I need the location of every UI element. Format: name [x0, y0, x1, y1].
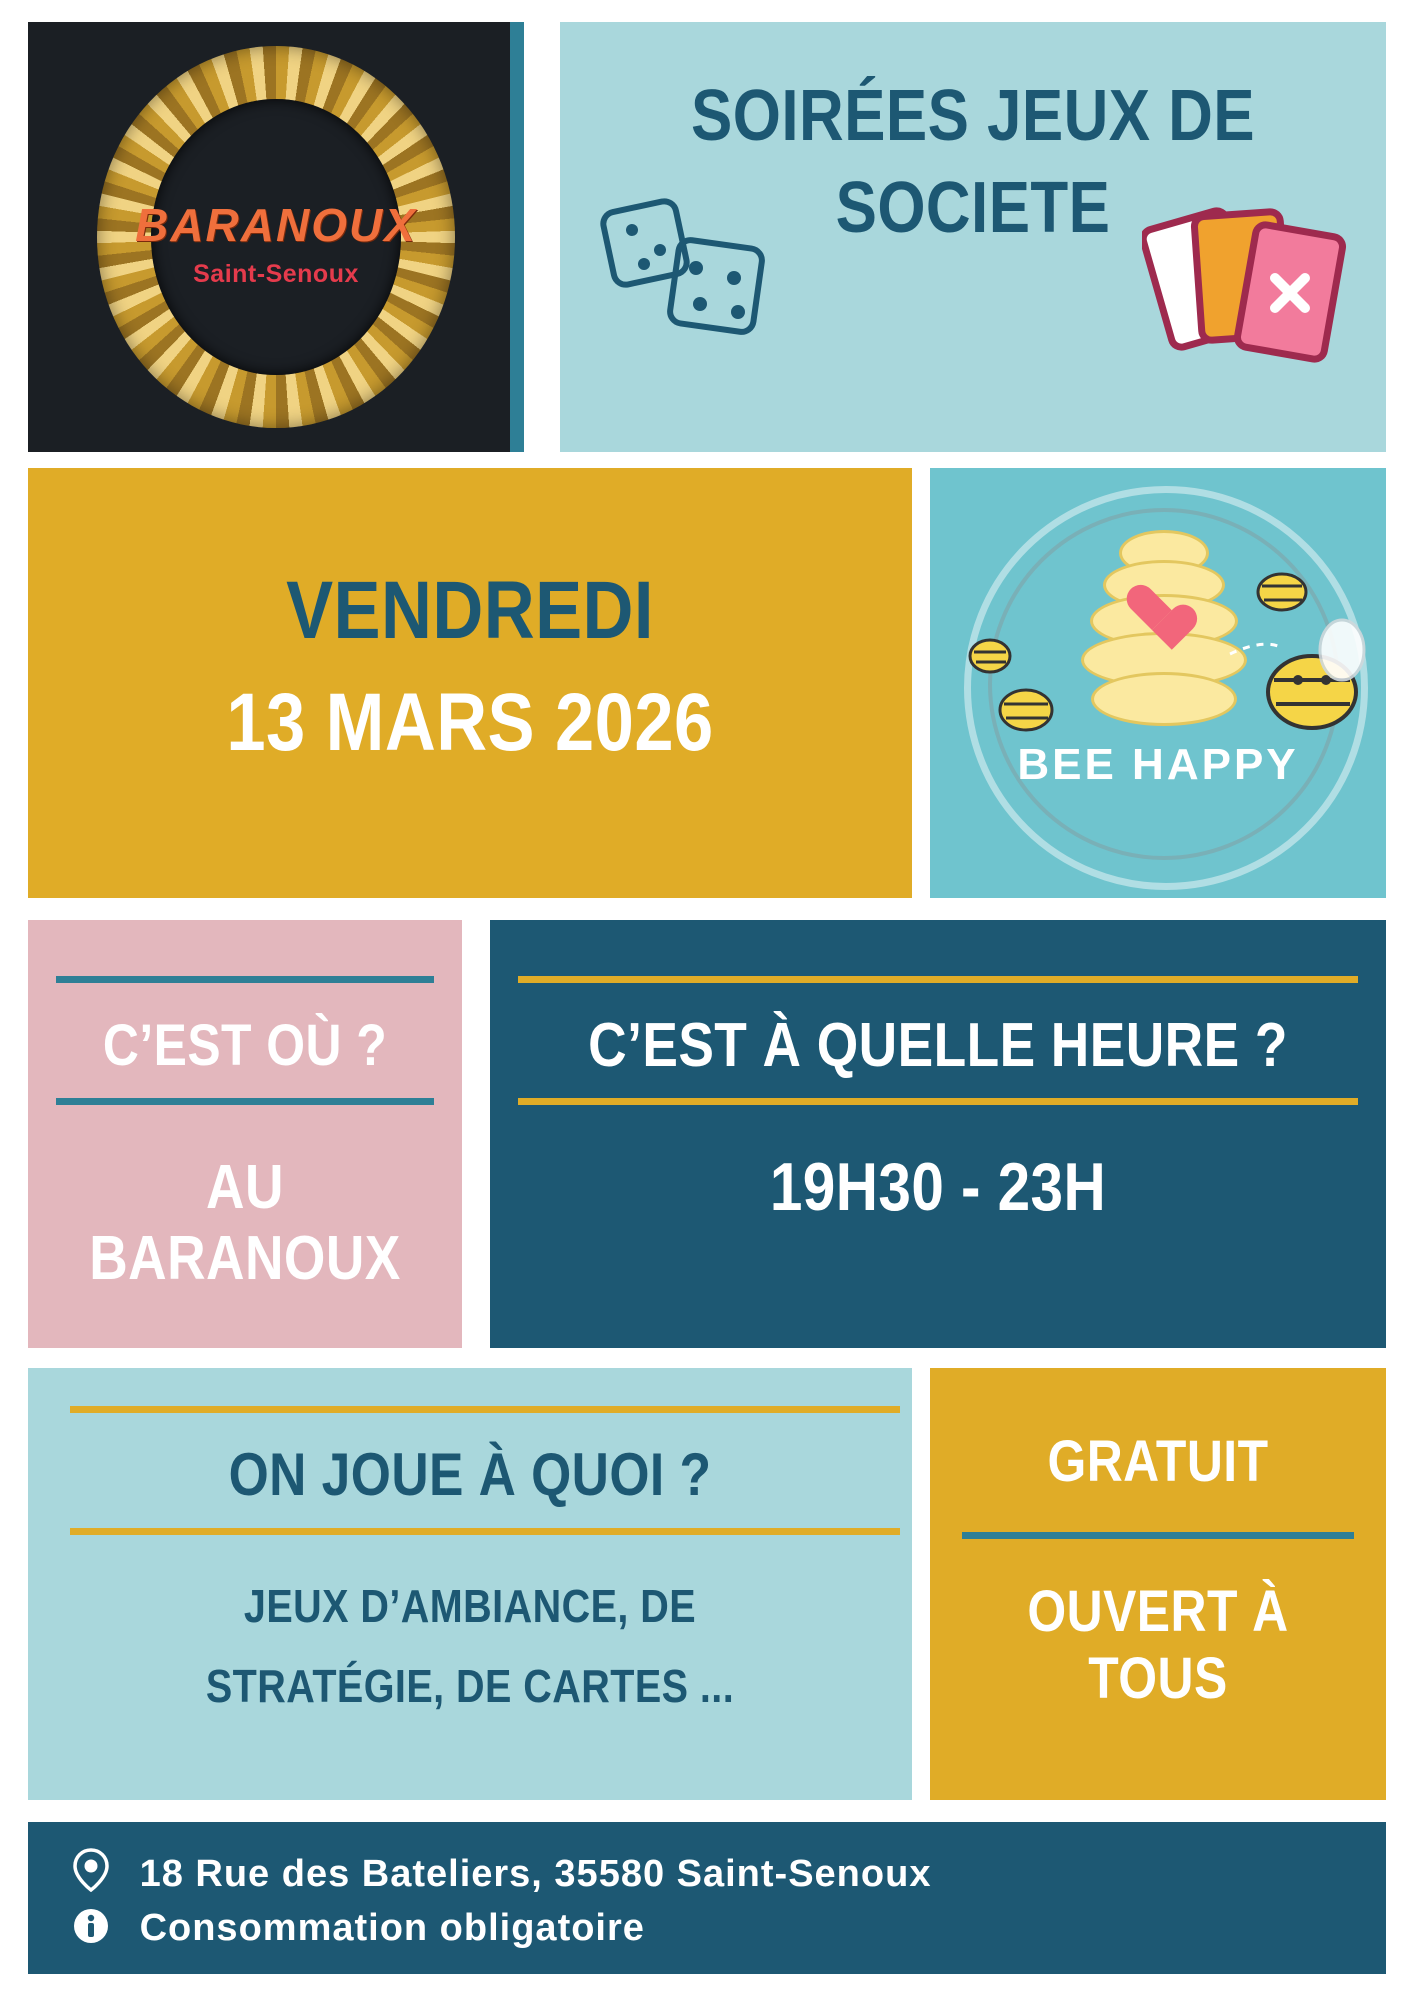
games-question: ON JOUE À QUOI ?	[228, 1441, 712, 1508]
free-subtitle: OUVERT À TOUS	[1027, 1579, 1289, 1711]
divider	[70, 1528, 900, 1535]
bee-icon	[930, 468, 1386, 898]
logo-panel	[28, 22, 524, 452]
divider	[518, 1098, 1358, 1105]
when-question: C’EST À QUELLE HEURE ?	[588, 1011, 1288, 1080]
dice-icon	[600, 192, 780, 342]
header-row	[28, 22, 1386, 452]
footer-note-row	[72, 1906, 645, 1956]
bee-happy-panel	[930, 468, 1386, 898]
page-title: SOIRÉES JEUX DE SOCIETE	[691, 76, 1255, 248]
divider	[56, 1098, 434, 1105]
when-panel	[490, 920, 1386, 1348]
footer-address-row	[72, 1848, 931, 1902]
where-panel	[28, 920, 462, 1348]
logo-edge-strip	[510, 22, 524, 452]
free-title: GRATUIT	[1047, 1429, 1269, 1494]
where-answer: AU BARANOUX	[89, 1153, 401, 1293]
divider	[518, 976, 1358, 983]
games-panel	[28, 1368, 912, 1800]
games-answer: JEUX D’AMBIANCE, DE STRATÉGIE, DE CARTES ...	[205, 1580, 735, 1712]
bee-happy-label: BEE HAPPY	[1017, 740, 1299, 789]
when-answer: 19H30 - 23H	[769, 1149, 1107, 1225]
footer-address: 18 Rue des Bateliers, 35580 Saint-Senoux	[139, 1853, 932, 1895]
divider	[56, 976, 434, 983]
event-weekday: VENDREDI	[286, 565, 654, 656]
event-date: 13 MARS 2026	[226, 677, 714, 768]
divider	[962, 1532, 1354, 1539]
brand-name: BARANOUX	[135, 199, 417, 251]
free-panel	[930, 1368, 1386, 1800]
location-pin-icon	[72, 1848, 110, 1902]
title-panel	[560, 22, 1386, 452]
brand-location: Saint-Senoux	[193, 260, 359, 288]
playing-cards-icon	[1142, 200, 1362, 370]
footer-note: Consommation obligatoire	[139, 1907, 645, 1949]
footer	[28, 1822, 1386, 1974]
info-icon	[72, 1906, 110, 1956]
date-panel	[28, 468, 912, 898]
where-question: C’EST OÙ ?	[102, 1013, 388, 1078]
divider	[70, 1406, 900, 1413]
